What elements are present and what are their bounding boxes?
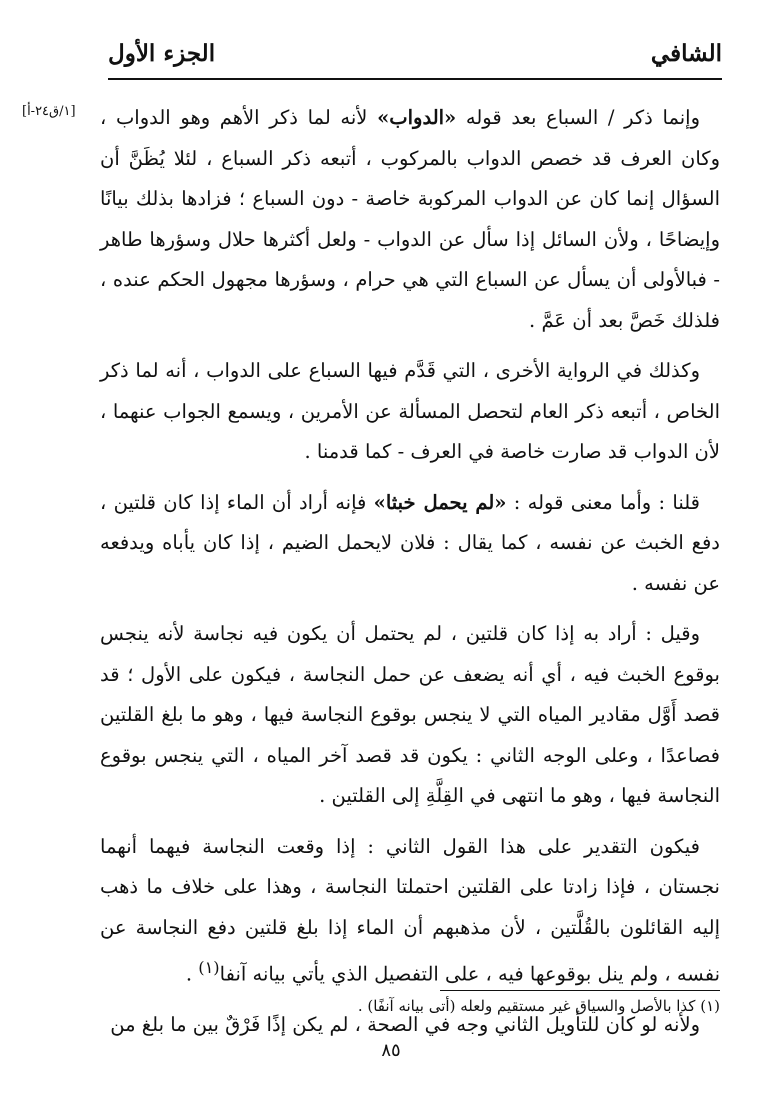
paragraph: فيكون التقدير على هذا القول الثاني : إذا وقعت النجاسة فيهما أنهما نجستان ، فإذا زادتا على القلتين احتملتا النجاسة ، وهذا على خلاف ما ذهب إليه القائلون بالقُلَّتين ، لأن مذهبهم أن الماء إذا بلغ قلتين دفع النجاسة عن نفسه ، ولم ينل بوقوعها فيه ، على التفصيل الذي يأتي بيانه آنفا$^{(١)}$ . — [100, 834, 720, 986]
paragraph: وإنما ذكر / السباع بعد قوله «الدواب» لأنه لما ذكر الأهم وهو الدواب ، وكان العرف قد خصص الدواب بالمركوب ، أتبعه ذكر السباع ، لئلا يُظَنَّ أن السؤال إنما كان عن الدواب المركوبة خاصة - دون السباع ؛ فزادها بذلك بيانًا وإيضاحًا ، ولأن السائل إذا سأل عن الدواب - ولعل أكثرها حلال وسؤرها طاهر - فبالأولى أن يسأل عن السباع التي هي حرام ، وسؤرها مجهول الحكم عنده ، فلذلك خَصَّ بعد أن عَمَّ . — [100, 106, 720, 332]
quoted-term: «الدواب» — [377, 106, 457, 129]
paragraph: قلنا : وأما معنى قوله : «لم يحمل خبثا» فإنه أراد أن الماء إذا كان قلتين ، دفع الخبث عن نفسه ، كما يقال : فلان لايحمل الضيم ، إذا كان يأباه ويدفعه عن نفسه . — [100, 490, 720, 595]
main-text — [100, 98, 720, 1056]
footnote-ref: (١) — [198, 958, 220, 977]
part-label: الجزء الأول — [108, 40, 216, 67]
paragraph: وكذلك في الرواية الأخرى ، التي قَدَّم فيها السباع على الدواب ، أنه لما ذكر الخاص ، أتبعه ذكر العام لتحصل المسألة عن الأمرين ، ويسمع الجواب عنهما ، لأن الدواب قد صارت خاصة في العرف - كما قدمنا . — [100, 359, 720, 463]
footnote: (١) كذا بالأصل والسياق غير مستقيم ولعله (أتى بيانه آنفًا) . — [357, 997, 720, 1015]
footnote-separator — [440, 990, 720, 991]
page-number: ٨٥ — [381, 1040, 401, 1061]
quoted-term: «لم يحمل خبثا» — [373, 490, 507, 514]
paragraph: ولأنه لو كان للتأويل الثاني وجه في الصحة ، لم يكن إذًا فَرْقٌ بين ما بلغ من — [110, 1013, 700, 1036]
paragraph: وقيل : أراد به إذا كان قلتين ، لم يحتمل أن يكون فيه نجاسة لأنه ينجس بوقوع الخبث فيه ، أي أنه يضعف عن حمل النجاسة ، فيكون على الأول ؛ قد قصد أَوَّل مقادير المياه التي لا ينجس بوقوع النجاسة فيها ، وهو ما بلغ القلتين فصاعدًا ، وعلى الوجه الثاني : يكون قد قصد آخر المياه ، التي ينجس بوقوع النجاسة فيها ، وهو ما انتهى في القِلَّةِ إلى القلتين . — [100, 622, 720, 807]
book-title: الشافي — [650, 40, 722, 67]
running-header — [108, 38, 722, 80]
manuscript-folio-note: [١/ق٢٤-أ] — [22, 104, 76, 119]
